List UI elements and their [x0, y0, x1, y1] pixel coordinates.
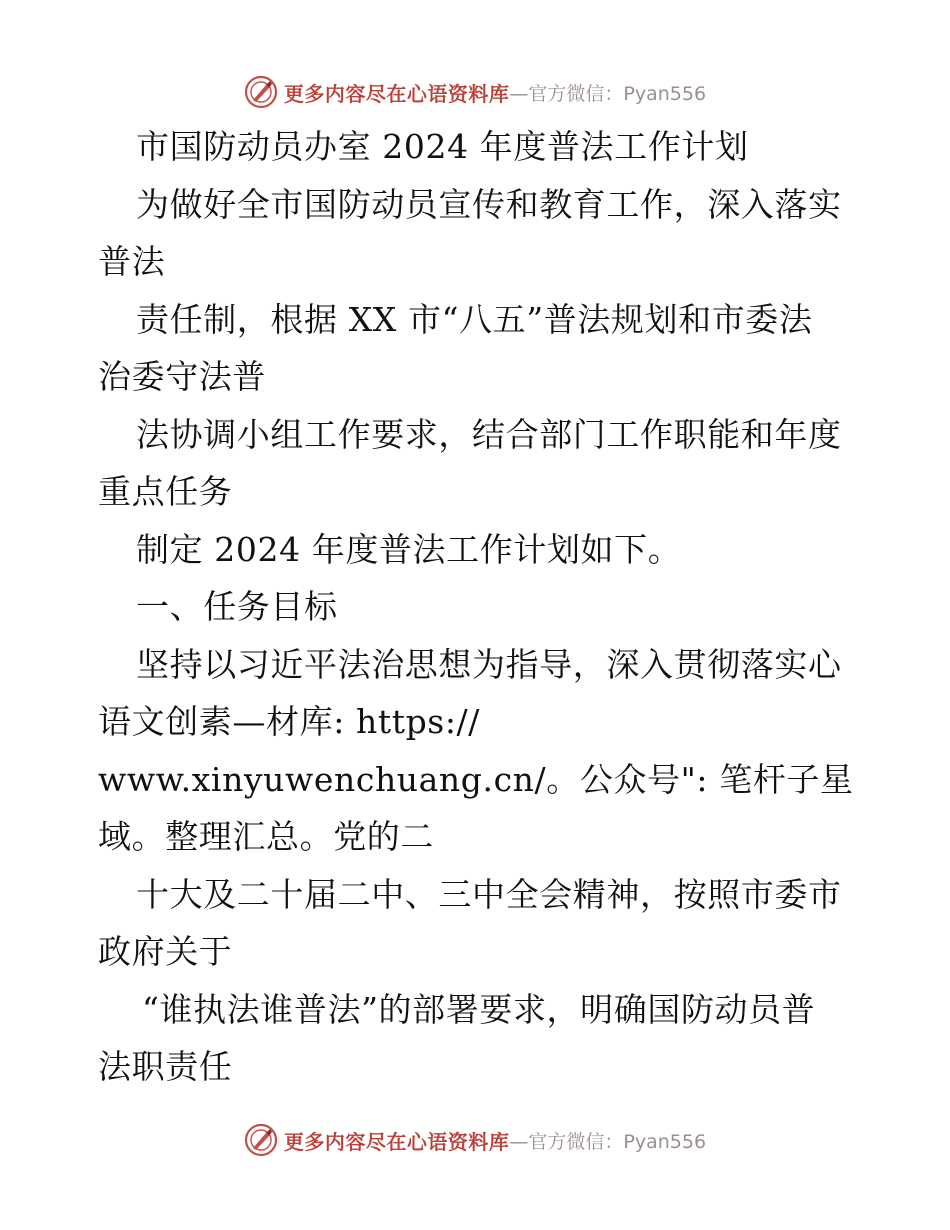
- watermark-header: [0, 70, 950, 114]
- watermark-sub-text: —官方微信：Pyan556: [509, 82, 707, 105]
- pen-logo-icon: [244, 75, 278, 109]
- paragraph-line: www.xinyuwenchuang.cn/。公众号": 笔杆子星: [98, 759, 854, 799]
- paragraph-line: 语文创素—材库: https://: [98, 702, 480, 741]
- paragraph-line: 域。整理汇总。党的二: [98, 817, 434, 856]
- paragraph-line: 政府关于: [98, 932, 233, 971]
- paragraph-line: 普法: [98, 242, 166, 281]
- watermark-sub-text: —官方微信：Pyan556: [509, 1130, 707, 1153]
- document-title: 市国防动员办室 2024 年度普法工作计划: [136, 127, 749, 166]
- paragraph-line: 法协调小组工作要求，结合部门工作职能和年度: [136, 414, 842, 454]
- watermark-main-text: 更多内容尽在心语资料库: [283, 1129, 510, 1154]
- pen-logo-icon: [244, 1123, 278, 1157]
- paragraph-line: 责任制，根据 XX 市“八五”普法规划和市委法: [136, 299, 813, 339]
- paragraph-line: 为做好全市国防动员宣传和教育工作，深入落实: [136, 184, 842, 224]
- paragraph-line: 坚持以习近平法治思想为指导，深入贯彻落实心: [136, 644, 842, 684]
- watermark-main-text: 更多内容尽在心语资料库: [283, 81, 510, 106]
- paragraph-line: 重点任务: [98, 472, 233, 511]
- paragraph-line: “谁执法谁普法”的部署要求，明确国防动员普: [142, 989, 816, 1029]
- paragraph-line: 十大及二十届二中、三中全会精神，按照市委市: [136, 874, 842, 914]
- paragraph-line: 制定 2024 年度普法工作计划如下。: [136, 529, 682, 569]
- section-heading: 一、任务目标: [136, 587, 338, 626]
- watermark-footer: [0, 1118, 950, 1162]
- paragraph-line: 法职责任: [98, 1047, 233, 1086]
- document-body: [98, 118, 858, 1096]
- paragraph-line: 治委守法普: [98, 357, 266, 396]
